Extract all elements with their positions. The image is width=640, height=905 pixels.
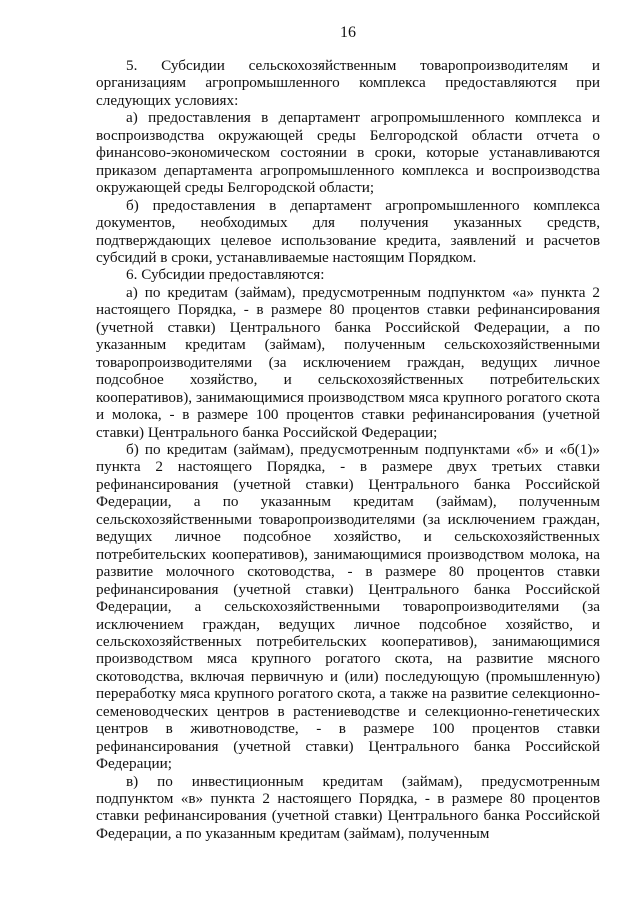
page-number: 16 — [340, 24, 356, 41]
paragraph-clause-5a: а) предоставления в департамент агропромышленного комплекса и воспроизводства окружающей среды Белгородской области отчета о финансово-экономическом состоянии в сроки, которые устанавливаются приказом департамента агропромышленного комплекса и воспроизводства окружающей среды Белгородской области; — [96, 109, 600, 197]
paragraph-clause-6a: а) по кредитам (займам), предусмотренным подпунктом «а» пункта 2 настоящего Порядка, - в размере 80 процентов ставки рефинансирования (учетной ставки) Центрального банка Российской Федерации, а по указанным кредитам (займам), полученным сельскохозяйственными товаропроизводителями (за исключением граждан, ведущих личное подсобное хозяйство, и сельскохозяйственных потребительских кооперативов), занимающимися производством мяса крупного рогатого скота и молока, - в размере 100 процентов ставки рефинансирования (учетной ставки) Центрального банка Российской Федерации; — [96, 283, 600, 441]
paragraph-clause-6: 6. Субсидии предоставляются: — [126, 266, 325, 284]
paragraph-clause-6b: б) по кредитам (займам), предусмотренным подпунктами «б» и «б(1)» пункта 2 настоящего Порядка, - в размере двух третьих ставки рефинансирования (учетной ставки) Центрального банка Российской Федерации, а по указанным кредитам (займам), полученным сельскохозяйственными товаропроизводителями (за исключением граждан, ведущих личное подсобное хозяйство, и сельскохозяйственных потребительских кооперативов), занимающимися производством молока, на развитие молочного скотоводства, - в размере 80 процентов ставки рефинансирования (учетной ставки) Центрального банка Российской Федерации, а сельскохозяйственными товаропроизводителями (за исключением граждан, ведущих личное подсобное хозяйство, и сельскохозяйственных потребительских кооперативов), занимающимися производством мяса крупного рогатого скота, на развитие мясного скотоводства, включая первичную и (или) последующую (промышленную) переработку мяса крупного рогатого скота, а также на развитие селекционно-семеноводческих центров в растениеводстве и селекционно-генетических центров в животноводстве, - в размере 100 процентов ставки рефинансирования (учетной ставки) Центрального банка Российской Федерации; — [96, 440, 600, 773]
paragraph-clause-5b: б) предоставления в департамент агропромышленного комплекса документов, необходимых для получения указанных средств, подтверждающих целевое использование кредита, заявлений и расчетов субсидий в сроки, устанавливаемые настоящим Порядком. — [96, 196, 600, 266]
paragraph-clause-6v: в) по инвестиционным кредитам (займам), предусмотренным подпунктом «в» пункта 2 настоящего Порядка, - в размере 80 процентов ставки рефинансирования (учетной ставки) Центрального банка Российской Федерации, а по указанным кредитам (займам), полученным — [96, 772, 600, 842]
paragraph-clause-5: 5. Субсидии сельскохозяйственным товаропроизводителям и организациям агропромышленного комплекса предоставляются при следующих условиях: — [96, 57, 600, 109]
